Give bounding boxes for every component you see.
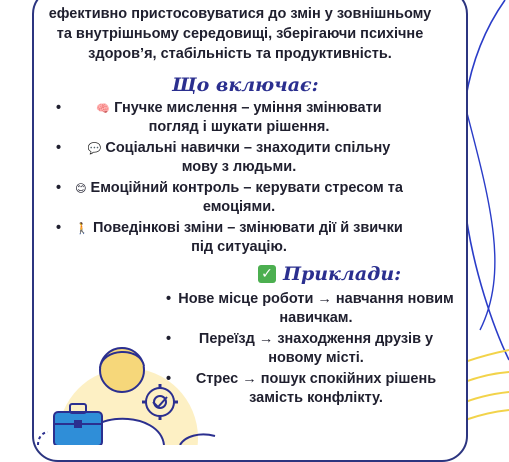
examples-heading-text: Приклади: [283,263,402,285]
bullet: • [166,331,172,347]
list-item-text: Нове місце роботи → навчання новим навичкам. [178,291,454,326]
examples-heading [258,263,401,285]
walking-person-icon: 🚶 [75,222,89,235]
list-item-text: Стрес → пошук спокійних рішень замість конфлікту. [195,371,437,406]
intro-text: ефективно пристосовуватися до змін у зовнішньому та внутрішньому середовищі, зберігаючи психічне здоров’я, стабільність та продуктивність. [48,6,432,62]
person-illustration [30,340,220,445]
smiley-icon: 😊 [75,182,87,195]
includes-heading: Що включає: [172,74,319,96]
list-item [56,179,408,217]
check-mark-icon: ✓ [258,265,276,283]
list-item-text: Соціальні навички – знаходити спільну мову з людьми. [105,140,391,175]
list-item [56,99,408,137]
bullet: • [166,371,172,387]
bullet: • [56,100,62,116]
list-item-text: Емоційний контроль – керувати стресом та емоціями. [90,180,403,215]
list-item-text: Гнучке мислення – уміння змінювати погляд і шукати рішення. [114,100,382,135]
list-item [56,139,408,177]
bullet: • [56,180,62,196]
brain-icon: 🧠 [96,102,111,115]
list-item-text: Переїзд → знаходження друзів у новому місті. [198,331,434,366]
list-item [166,290,454,328]
list-item [56,219,408,257]
bullet: • [56,140,62,156]
list-item-text: Поведінкові зміни – змінювати дії й звички під ситуацію. [92,220,403,255]
speech-bubble-icon: 💬 [87,142,102,155]
bullet: • [56,220,62,236]
bullet: • [166,291,172,307]
includes-list [56,99,408,259]
